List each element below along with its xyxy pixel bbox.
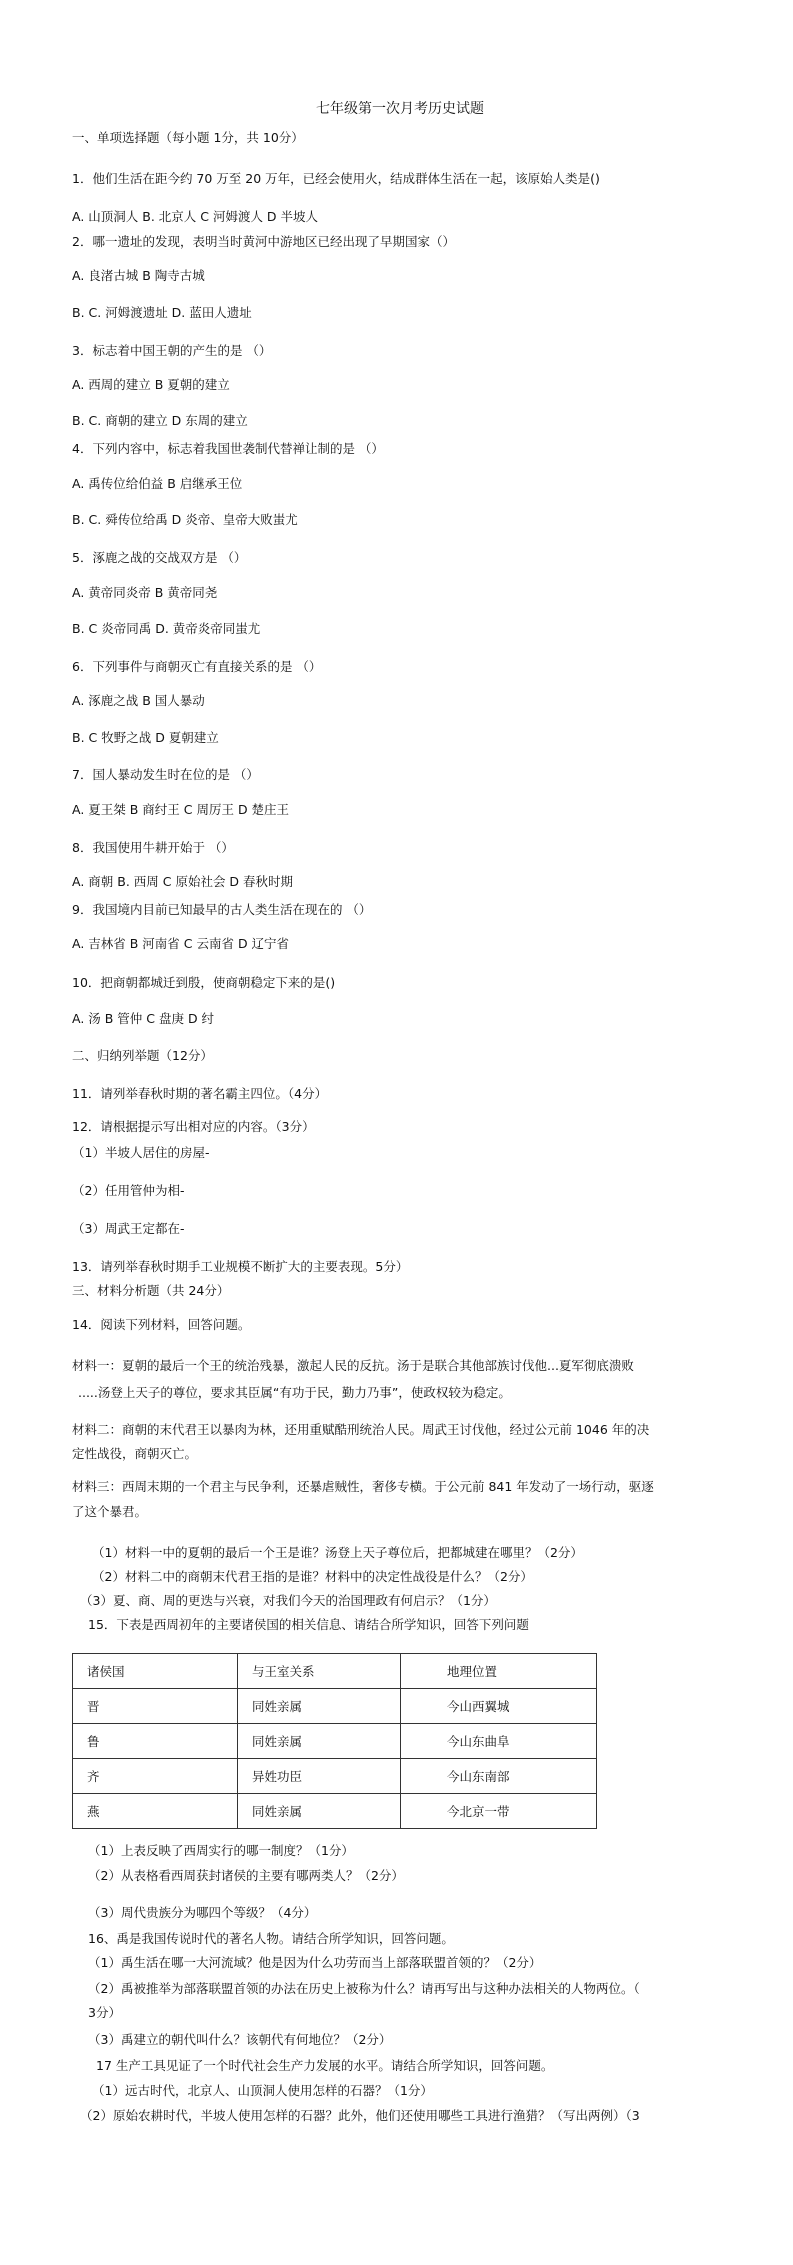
table-cell: 异姓功臣 bbox=[238, 1759, 401, 1794]
table-cell: 今山西翼城 bbox=[401, 1689, 597, 1724]
question-15-sub-2: （2）从表格看西周获封诸侯的主要有哪两类人？（2分） bbox=[88, 1868, 404, 1883]
question-8-stem: 8．我国使用牛耕开始于 （） bbox=[72, 840, 234, 855]
table-cell: 鲁 bbox=[73, 1724, 238, 1759]
table-cell: 今山东南部 bbox=[401, 1759, 597, 1794]
exam-title: 七年级第一次月考历史试题 bbox=[316, 101, 484, 117]
question-2-options-ab: A. 良渚古城 B 陶寺古城 bbox=[72, 268, 205, 283]
material-3-line-1: 材料三：西周末期的一个君主与民争利，还暴虐贼性，奢侈专横。于公元前 841 年发动了一场行动，驱逐 bbox=[72, 1479, 654, 1494]
question-1-options: A. 山顶洞人 B. 北京人 C 河姆渡人 D 半坡人 bbox=[72, 209, 319, 224]
question-7-options: A. 夏王桀 B 商纣王 C 周厉王 D 楚庄王 bbox=[72, 802, 290, 817]
question-5-options-ab: A. 黄帝同炎帝 B 黄帝同尧 bbox=[72, 585, 218, 600]
question-17-stem: 17 生产工具见证了一个时代社会生产力发展的水平。请结合所学知识，回答问题。 bbox=[96, 2058, 554, 2073]
question-15-sub-3: （3）周代贵族分为哪四个等级？（4分） bbox=[88, 1905, 317, 1920]
question-16-sub-1: （1）禹生活在哪一大河流域？他是因为什么功劳而当上部落联盟首领的？（2分） bbox=[88, 1955, 542, 1970]
section-heading-material: 三、材料分析题（共 24分） bbox=[72, 1283, 230, 1298]
question-17-sub-1: （1）远古时代，北京人、山顶洞人使用怎样的石器？（1分） bbox=[92, 2083, 433, 2098]
question-5-stem: 5．涿鹿之战的交战双方是 （） bbox=[72, 550, 247, 565]
question-7-stem: 7．国人暴动发生时在位的是 （） bbox=[72, 767, 259, 782]
question-12-sub-2: （2）任用管仲为相- bbox=[72, 1183, 185, 1198]
table-row bbox=[73, 1759, 597, 1794]
question-1-stem: 1．他们生活在距今约 70 万至 20 万年，已经会使用火，结成群体生活在一起，该原始人类是() bbox=[72, 171, 600, 186]
table-cell: 今山东曲阜 bbox=[401, 1724, 597, 1759]
table-header-cell: 地理位置 bbox=[401, 1654, 597, 1689]
section-heading-list: 二、归纳列举题（12分） bbox=[72, 1048, 213, 1063]
question-14-sub-2: （2）材料二中的商朝末代君王指的是谁？材料中的决定性战役是什么？（2分） bbox=[92, 1569, 533, 1584]
question-2-options-cd: B. C. 河姆渡遗址 D. 蓝田人遗址 bbox=[72, 305, 252, 320]
table-row bbox=[73, 1689, 597, 1724]
material-1-line-1: 材料一：夏朝的最后一个王的统治残暴，激起人民的反抗。汤于是联合其他部族讨伐他...夏军彻底溃败 bbox=[72, 1358, 634, 1373]
question-9-options: A. 吉林省 B 河南省 C 云南省 D 辽宁省 bbox=[72, 936, 290, 951]
question-4-options-cd: B. C. 舜传位给禹 D 炎帝、皇帝大败蚩尤 bbox=[72, 512, 298, 527]
table-cell: 燕 bbox=[73, 1794, 238, 1829]
table-header-cell: 与王室关系 bbox=[238, 1654, 401, 1689]
material-3-line-2: 了这个暴君。 bbox=[72, 1504, 148, 1519]
question-2-stem: 2．哪一遗址的发现，表明当时黄河中游地区已经出现了早期国家（） bbox=[72, 234, 455, 249]
table-cell: 同姓亲属 bbox=[238, 1794, 401, 1829]
table-row bbox=[73, 1724, 597, 1759]
table-cell: 同姓亲属 bbox=[238, 1689, 401, 1724]
question-12-sub-3: （3）周武王定都在- bbox=[72, 1221, 185, 1236]
question-16-sub-2-line-1: （2）禹被推举为部落联盟首领的办法在历史上被称为什么？请再写出与这种办法相关的人物两位。（ bbox=[88, 1981, 640, 1996]
question-5-options-cd: B. C 炎帝同禹 D. 黄帝炎帝同蚩尤 bbox=[72, 621, 261, 636]
section-heading-choice: 一、单项选择题（每小题 1分，共 10分） bbox=[72, 130, 304, 145]
question-10-options: A. 汤 B 管仲 C 盘庚 D 纣 bbox=[72, 1011, 215, 1026]
question-15-sub-1: （1）上表反映了西周实行的哪一制度？（1分） bbox=[88, 1843, 354, 1858]
question-3-options-cd: B. C. 商朝的建立 D 东周的建立 bbox=[72, 413, 248, 428]
table-cell: 晋 bbox=[73, 1689, 238, 1724]
question-16-stem: 16、禹是我国传说时代的著名人物。请结合所学知识，回答问题。 bbox=[88, 1931, 454, 1946]
question-15-stem: 15．下表是西周初年的主要诸侯国的相关信息、请结合所学知识，回答下列问题 bbox=[88, 1617, 529, 1632]
table-cell: 今北京一带 bbox=[401, 1794, 597, 1829]
question-4-options-ab: A. 禹传位给伯益 B 启继承王位 bbox=[72, 476, 243, 491]
material-2-line-2: 定性战役，商朝灭亡。 bbox=[72, 1446, 198, 1461]
question-3-stem: 3．标志着中国王朝的产生的是 （） bbox=[72, 343, 272, 358]
material-1-line-2: .....汤登上天子的尊位，要求其臣属“有功于民，勤力乃事”，使政权较为稳定。 bbox=[78, 1385, 511, 1400]
question-14-sub-3: （3）夏、商、周的更迭与兴衰，对我们今天的治国理政有何启示？（1分） bbox=[80, 1593, 496, 1608]
question-4-stem: 4．下列内容中，标志着我国世袭制代替禅让制的是 （） bbox=[72, 441, 384, 456]
question-9-stem: 9．我国境内目前已知最早的古人类生活在现在的 （） bbox=[72, 902, 372, 917]
question-14-sub-1: （1）材料一中的夏朝的最后一个王是谁？汤登上天子尊位后，把都城建在哪里？（2分） bbox=[92, 1545, 583, 1560]
table-cell: 齐 bbox=[73, 1759, 238, 1794]
question-17-sub-2: （2）原始农耕时代，半坡人使用怎样的石器？此外，他们还使用哪些工具进行渔猎？（写出两例）（3 bbox=[80, 2108, 640, 2123]
vassal-states-table bbox=[72, 1653, 597, 1829]
table-row bbox=[73, 1794, 597, 1829]
question-13-stem: 13．请列举春秋时期手工业规模不断扩大的主要表现。5分） bbox=[72, 1259, 409, 1274]
table-header-cell: 诸侯国 bbox=[73, 1654, 238, 1689]
question-10-stem: 10．把商朝都城迁到殷，使商朝稳定下来的是() bbox=[72, 975, 336, 990]
question-6-stem: 6．下列事件与商朝灭亡有直接关系的是 （） bbox=[72, 659, 322, 674]
question-8-options: A. 商朝 B. 西周 C 原始社会 D 春秋时期 bbox=[72, 874, 294, 889]
question-6-options-cd: B. C 牧野之战 D 夏朝建立 bbox=[72, 730, 219, 745]
question-12-sub-1: （1）半坡人居住的房屋- bbox=[72, 1145, 210, 1160]
question-6-options-ab: A. 涿鹿之战 B 国人暴动 bbox=[72, 693, 205, 708]
question-14-stem: 14．阅读下列材料，回答问题。 bbox=[72, 1317, 251, 1332]
question-12-stem: 12．请根据提示写出相对应的内容。（3分） bbox=[72, 1119, 315, 1134]
material-2-line-1: 材料二：商朝的末代君王以暴肉为林，还用重赋酷刑统治人民。周武王讨伐他，经过公元前 1046 年的决 bbox=[72, 1422, 650, 1437]
table-header-row bbox=[73, 1654, 597, 1689]
question-11-stem: 11．请列举春秋时期的著名霸主四位。（4分） bbox=[72, 1086, 328, 1101]
question-16-sub-2-line-2: 3分） bbox=[88, 2005, 121, 2020]
question-16-sub-3: （3）禹建立的朝代叫什么？该朝代有何地位？（2分） bbox=[88, 2032, 392, 2047]
question-3-options-ab: A. 西周的建立 B 夏朝的建立 bbox=[72, 377, 230, 392]
table-cell: 同姓亲属 bbox=[238, 1724, 401, 1759]
